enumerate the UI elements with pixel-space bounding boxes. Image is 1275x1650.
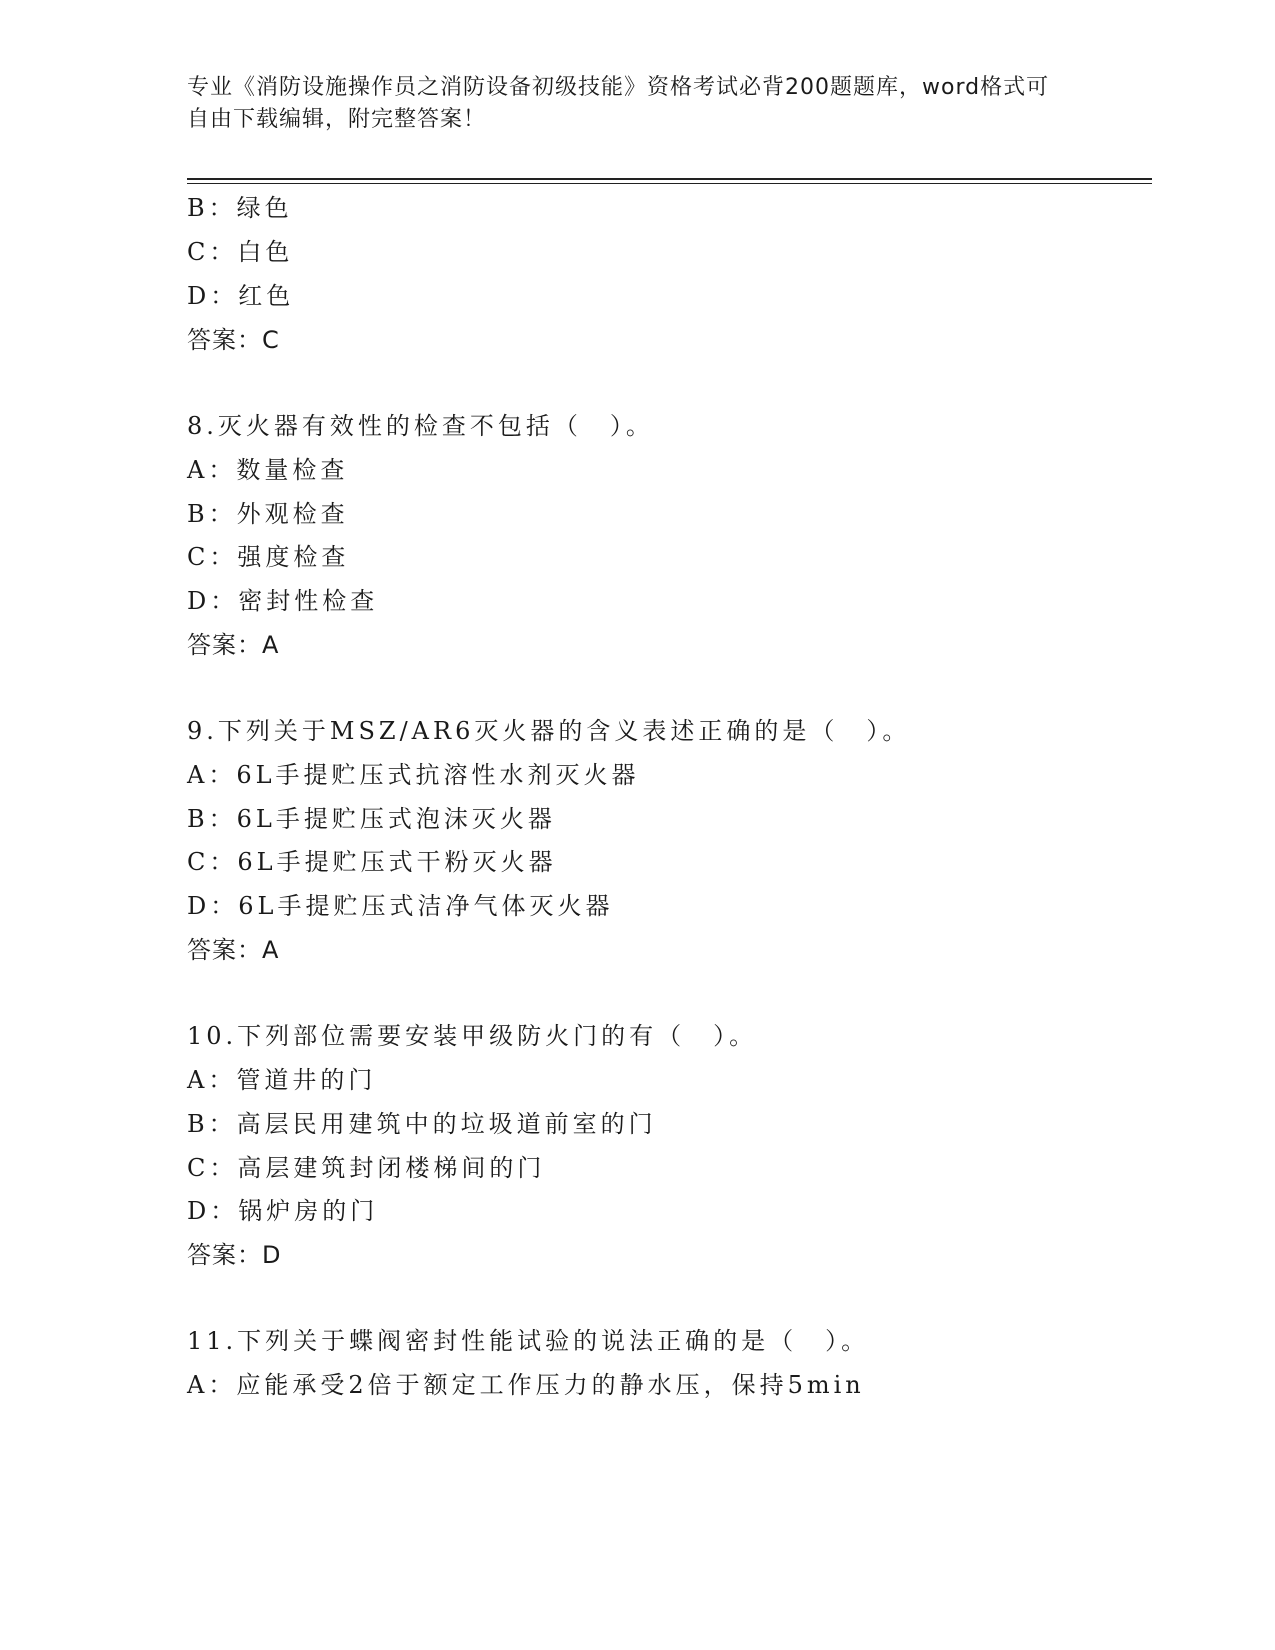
q9-option-d: D：6L手提贮压式洁净气体灭火器 [187,892,614,920]
q9-option-a: A：6L手提贮压式抗溶性水剂灭火器 [187,761,640,789]
q7-answer: 答案：C [187,326,280,354]
header-divider-thick [187,178,1152,180]
q8-option-d: D：密封性检查 [187,587,379,615]
q7-option-b: B：绿色 [187,194,293,222]
header-divider-thin [187,183,1152,184]
q9-answer: 答案：A [187,936,280,964]
q8-answer: 答案：A [187,631,280,659]
q8-option-c: C：强度检查 [187,543,350,571]
q9-option-b: B：6L手提贮压式泡沫灭火器 [187,805,556,833]
q11-question: 11.下列关于蝶阀密封性能试验的说法正确的是（ ）。 [187,1327,870,1355]
q8-option-b: B：外观检查 [187,500,349,528]
q7-option-d: D：红色 [187,282,295,310]
q11-option-a: A：应能承受2倍于额定工作压力的静水压，保持5min [187,1371,865,1399]
q8-option-a: A：数量检查 [187,456,349,484]
q8-question: 8.灭火器有效性的检查不包括（ ）。 [187,412,654,440]
q10-question: 10.下列部位需要安装甲级防火门的有（ ）。 [187,1022,758,1050]
q7-option-c: C：白色 [187,238,294,266]
q9-question: 9.下列关于MSZ/AR6灭火器的含义表述正确的是（ ）。 [187,717,911,745]
q10-option-d: D：锅炉房的门 [187,1197,379,1225]
q10-option-a: A：管道井的门 [187,1066,377,1094]
q10-option-b: B：高层民用建筑中的垃圾道前室的门 [187,1110,657,1138]
q10-option-c: C：高层建筑封闭楼梯间的门 [187,1154,546,1182]
document-header: 专业《消防设施操作员之消防设备初级技能》资格考试必背200题题库，word格式可自由下载编辑，附完整答案！ [187,75,1050,132]
q10-answer: 答案：D [187,1241,282,1269]
q9-option-c: C：6L手提贮压式干粉灭火器 [187,848,557,876]
